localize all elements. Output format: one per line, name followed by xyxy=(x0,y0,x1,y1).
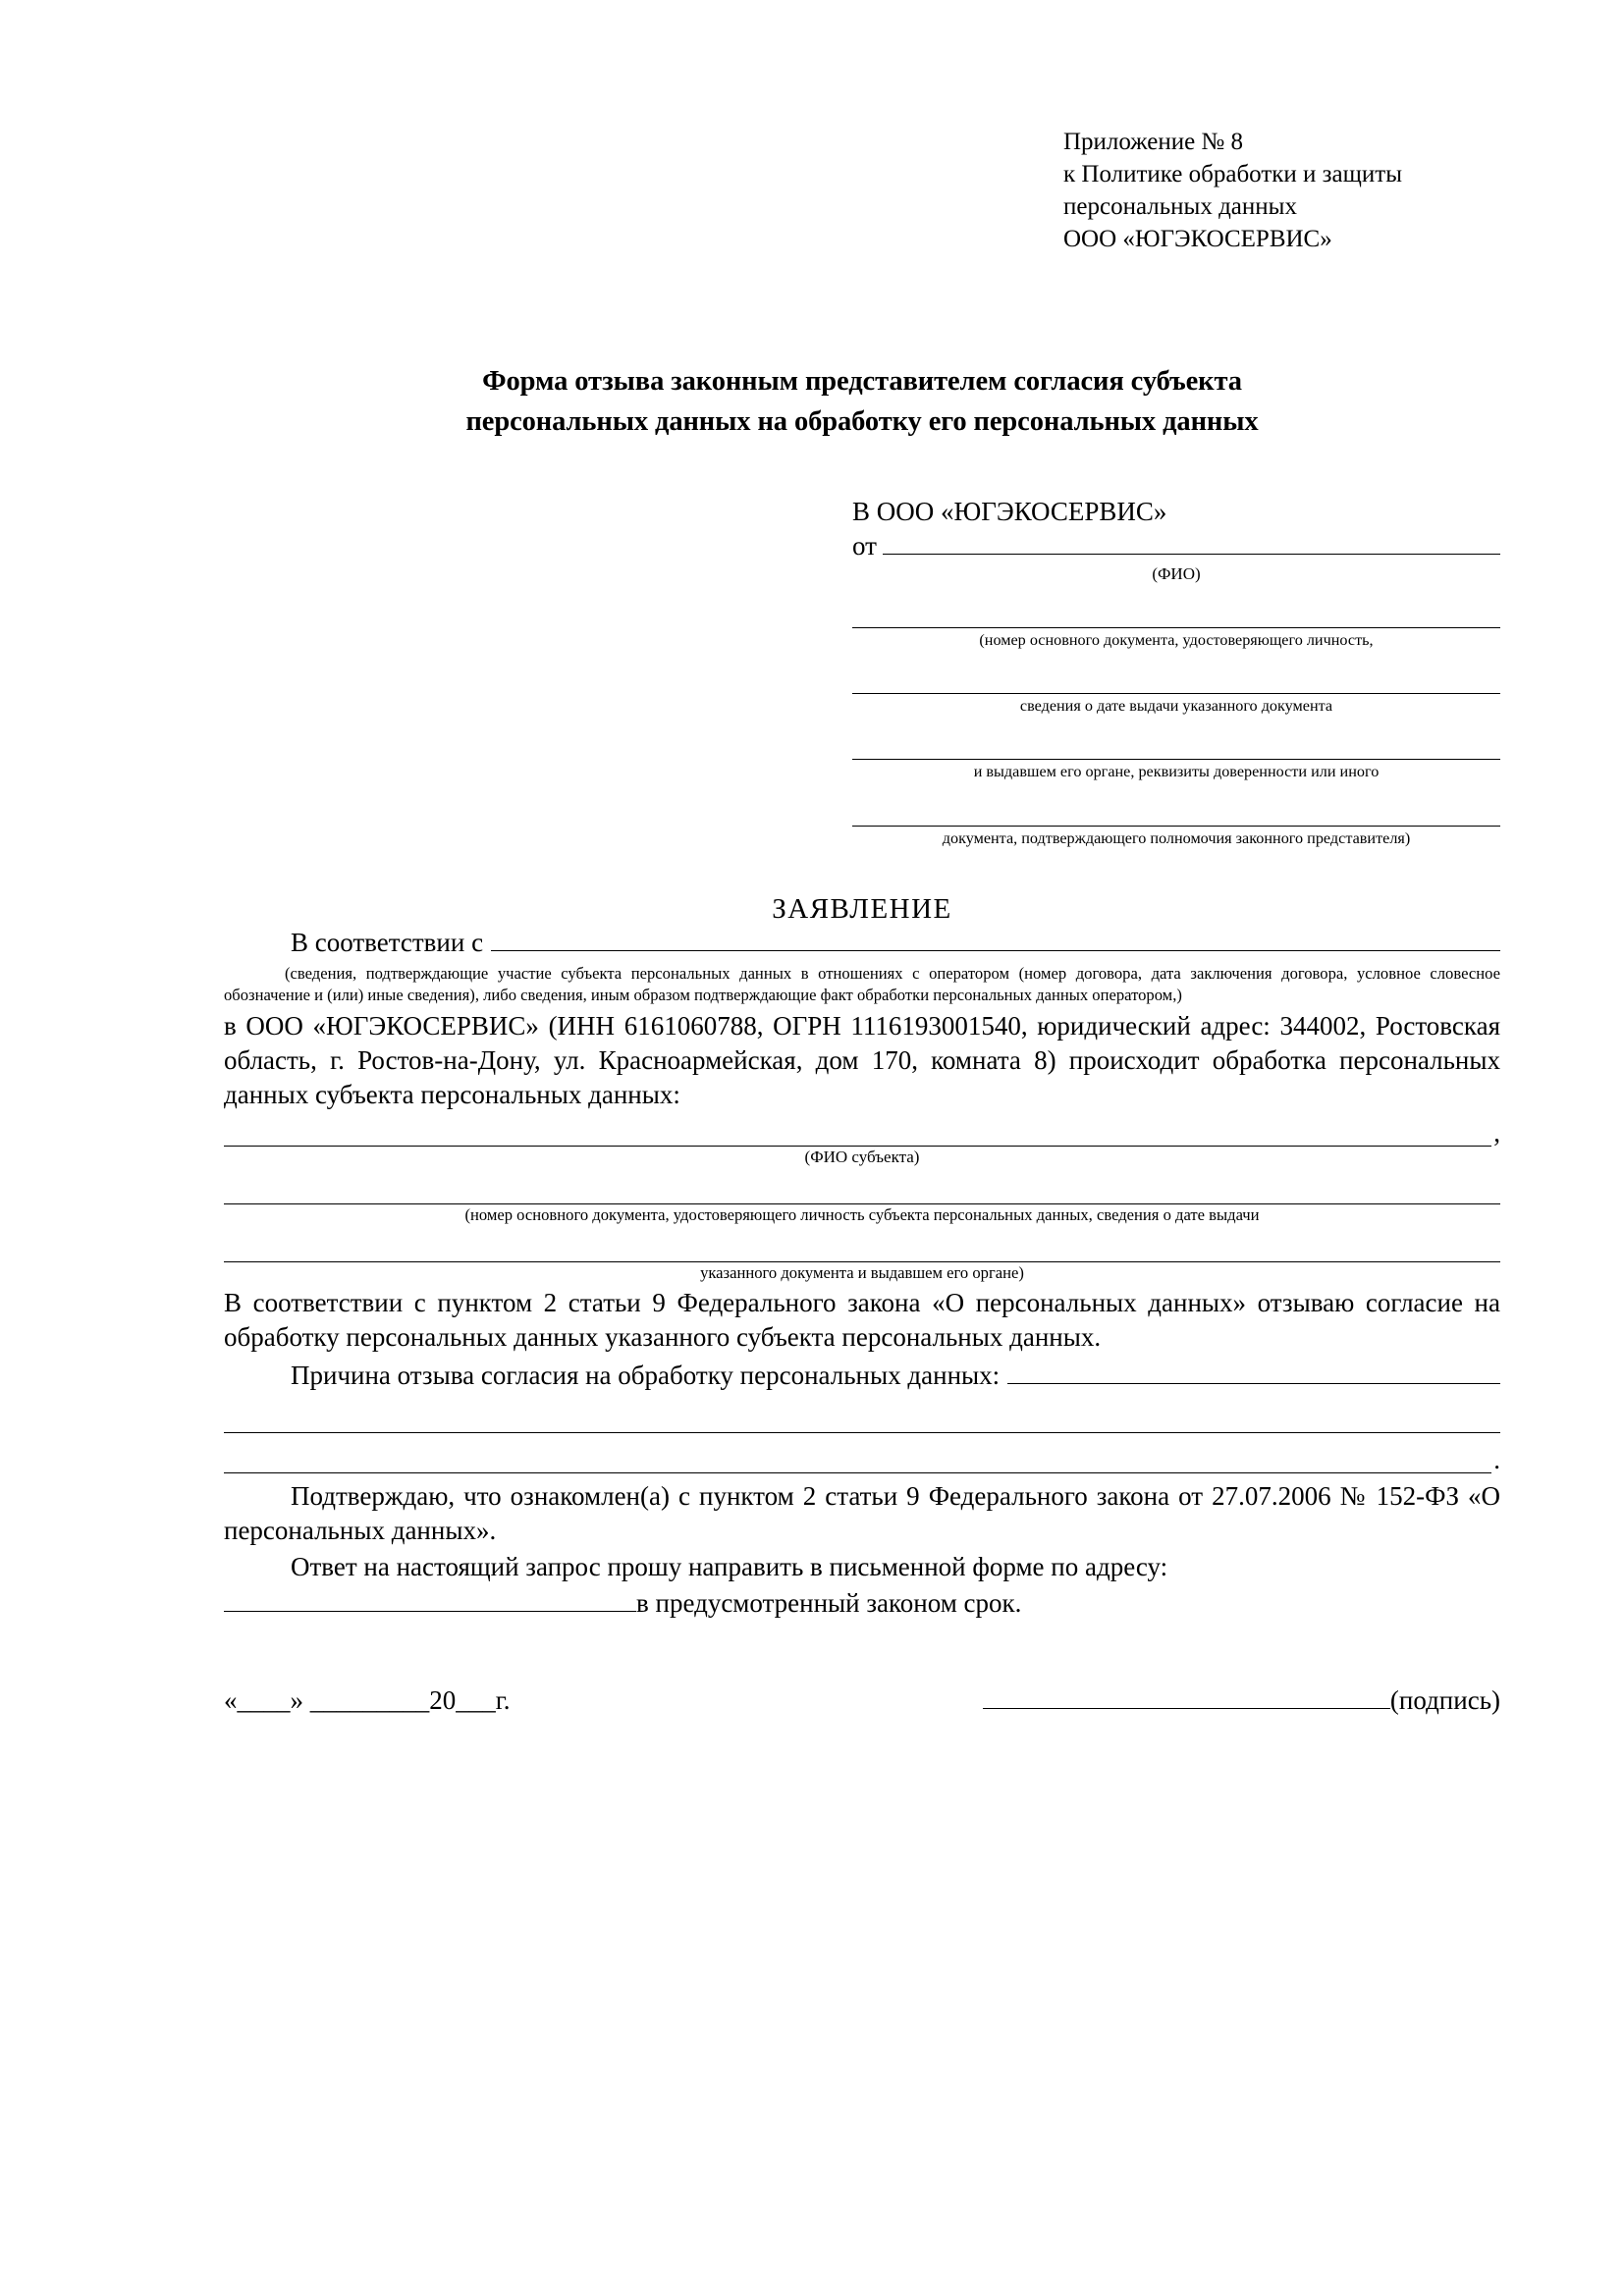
subject-doc-caption-1: (номер основного документа, удостоверяющего личность субъекта персональных данных, сведения о дате выдачи xyxy=(464,1205,1260,1225)
intro-row xyxy=(224,926,1500,960)
subject-fio-caption: (ФИО субъекта) xyxy=(804,1148,920,1167)
answer-address-row xyxy=(224,1586,1500,1621)
intro-input[interactable] xyxy=(491,929,1500,951)
reason-input-2[interactable] xyxy=(224,1407,1500,1433)
from-doc-caption-2: сведения о дате выдачи указанного документа xyxy=(1019,697,1333,716)
appendix-header xyxy=(1063,126,1486,255)
reason-period: . xyxy=(1493,1444,1500,1474)
from-doc-caption-4: документа, подтверждающего полномочия законного представителя) xyxy=(942,828,1411,847)
page-title-line2: персональных данных на обработку его персональных данных xyxy=(465,406,1259,438)
from-doc-input-2[interactable] xyxy=(852,664,1500,694)
from-doc-input-3[interactable] xyxy=(852,729,1500,760)
addressee-company: В ООО «ЮГЭКОСЕРВИС» xyxy=(852,496,1167,526)
subject-fio-input[interactable] xyxy=(224,1120,1491,1147)
answer-paragraph: Ответ на настоящий запрос прошу направить в письменной форме по адресу: xyxy=(291,1552,1168,1582)
operator-paragraph: в ООО «ЮГЭКОСЕРВИС» (ИНН 6161060788, ОГРН 1116193001540, юридический адрес: 344002, Ростовская область, г. Ростов-на-Дону, ул. Красноармейская, дом 170, комната 8) происходит обработка персональных данных субъекта персональных данных: xyxy=(224,1011,1500,1110)
reason-label: Причина отзыва согласия на обработку персональных данных: xyxy=(291,1360,1001,1390)
intro-note: (сведения, подтверждающие участие субъекта персональных данных в отношениях с оператором (номер договора, дата заключения договора, условное словесное обозначение и (или) иные сведения), либо сведения, иным образом подтверждающие факт обработки персональных данных оператором,) xyxy=(224,963,1500,1004)
addressee-block xyxy=(852,497,1500,848)
signature-input[interactable] xyxy=(983,1684,1390,1709)
signature-caption: (подпись) xyxy=(1389,1685,1500,1716)
page-title-line1: Форма отзыва законным представителем согласия субъекта xyxy=(482,366,1242,397)
answer-address-input[interactable] xyxy=(224,1587,636,1612)
appendix-policy-line1: к Политике обработки и защиты xyxy=(1063,161,1403,187)
subject-doc-caption-2: указанного документа и выдавшем его органе) xyxy=(700,1263,1024,1283)
from-label: от xyxy=(852,530,877,561)
page-title xyxy=(224,361,1500,443)
reason-input-3[interactable] xyxy=(224,1447,1491,1473)
signature-row xyxy=(224,1683,1500,1718)
from-doc-caption-1: (номер основного документа, удостоверяющего личность, xyxy=(979,630,1374,649)
date-field[interactable]: «____» _________20___г. xyxy=(224,1685,511,1716)
confirm-paragraph: Подтверждаю, что ознакомлен(а) с пунктом 2 статьи 9 Федерального закона от 27.07.2006 № 152-ФЗ «О персональных данных». xyxy=(224,1480,1500,1545)
from-doc-input-4[interactable] xyxy=(852,796,1500,827)
answer-address-tail: в предусмотренный законом срок. xyxy=(636,1588,1022,1619)
from-fio-caption: (ФИО) xyxy=(1152,563,1201,583)
intro-label: В соответствии с xyxy=(291,927,484,957)
from-doc-input-1[interactable] xyxy=(852,598,1500,628)
from-fio-input[interactable] xyxy=(883,532,1500,555)
statement-body xyxy=(224,926,1500,1718)
statement-heading: ЗАЯВЛЕНИЕ xyxy=(772,892,952,925)
document-content xyxy=(224,126,1500,1718)
from-doc-caption-3: и выдавшем его органе, реквизиты доверенности или иного xyxy=(973,763,1380,781)
reason-row-3 xyxy=(224,1444,1500,1474)
subject-fio-comma: , xyxy=(1493,1118,1500,1148)
reason-row xyxy=(224,1359,1500,1393)
subject-doc-input-1[interactable] xyxy=(224,1178,1500,1204)
reason-input-1[interactable] xyxy=(1007,1362,1500,1384)
appendix-number: Приложение № 8 xyxy=(1063,129,1244,155)
withdraw-paragraph: В соответствии с пунктом 2 статьи 9 Федерального закона «О персональных данных» отзываю согласие на обработку персональных данных указанного субъекта персональных данных. xyxy=(224,1287,1500,1352)
appendix-policy-line2: персональных данных xyxy=(1063,193,1297,220)
from-row xyxy=(852,531,1500,561)
subject-fio-row xyxy=(224,1120,1500,1147)
appendix-company: ООО «ЮГЭКОСЕРВИС» xyxy=(1063,226,1332,252)
subject-doc-input-2[interactable] xyxy=(224,1236,1500,1262)
